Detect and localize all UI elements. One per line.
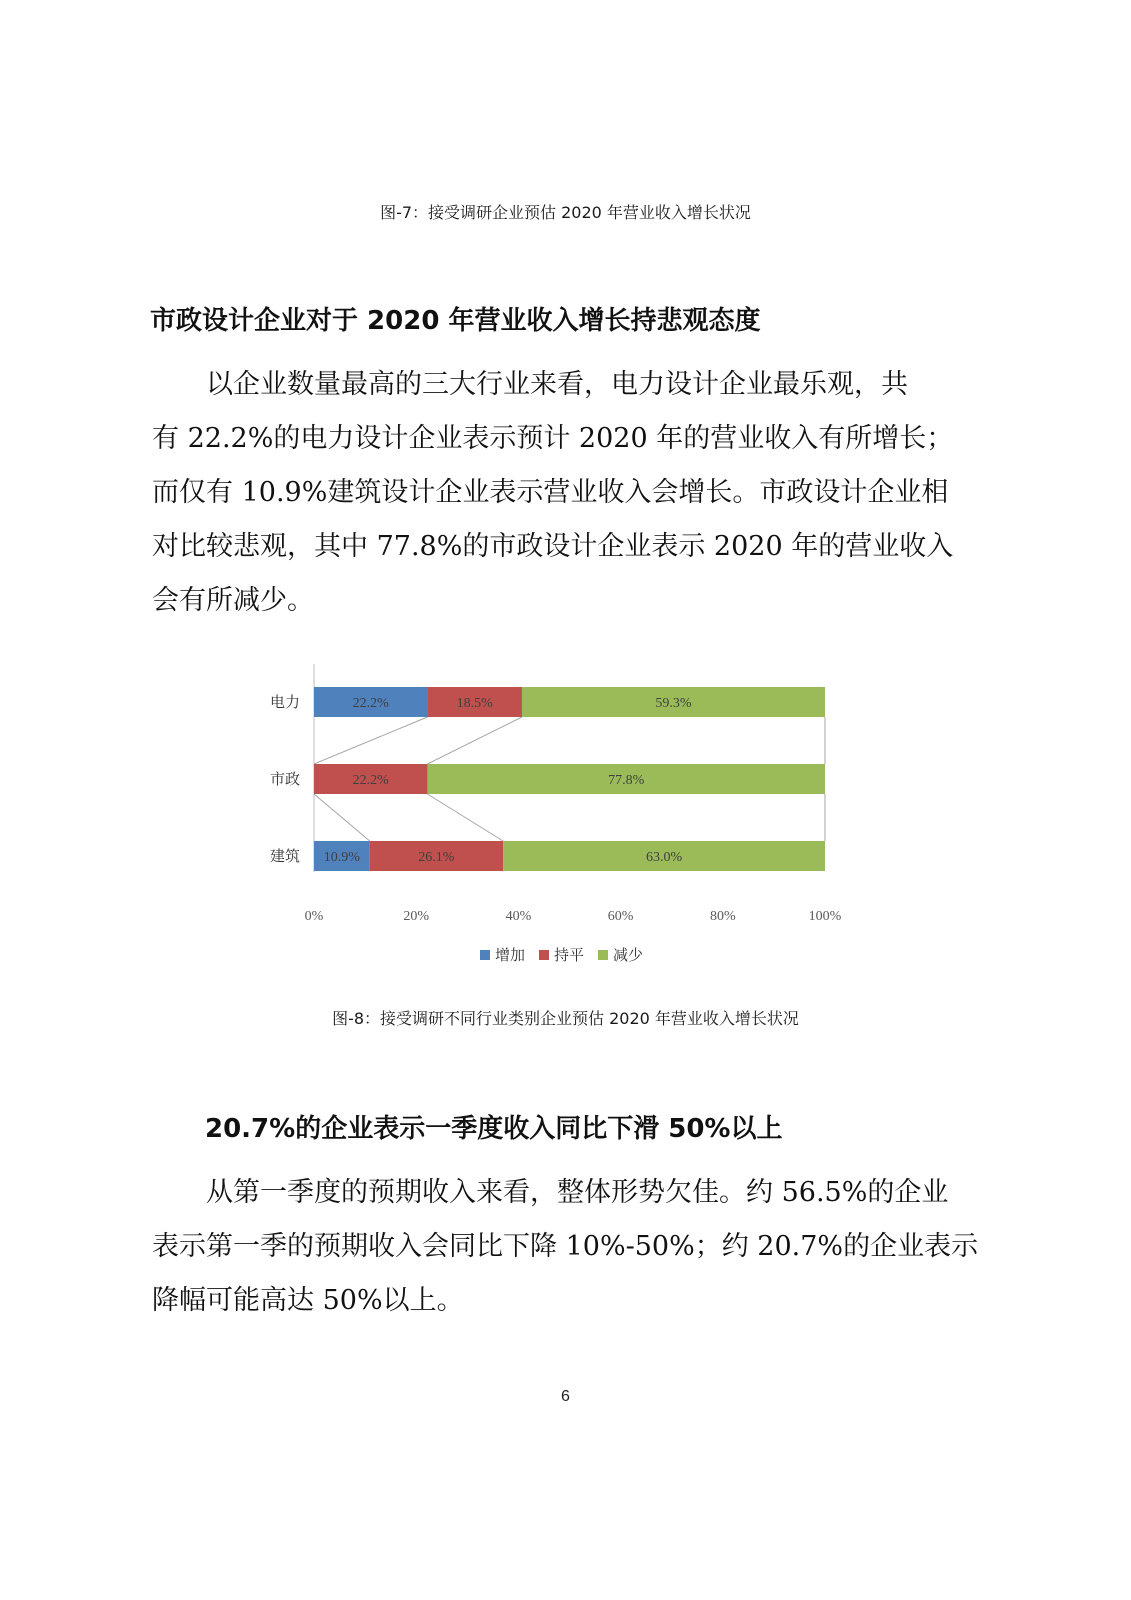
legend-swatch <box>539 950 549 960</box>
legend-item <box>539 944 584 965</box>
x-tick-label: 20% <box>403 909 430 924</box>
legend-item <box>598 944 643 965</box>
data-label: 77.8% <box>608 773 645 788</box>
legend-label: 持平 <box>554 946 585 964</box>
section-2-paragraph <box>152 1166 982 1328</box>
data-label: 63.0% <box>645 850 683 865</box>
legend-swatch <box>480 950 490 960</box>
stacked-bar-chart <box>0 650 1131 940</box>
series-connector-line <box>314 717 427 764</box>
data-label: 26.1% <box>418 850 455 865</box>
series-connector-line <box>314 794 370 841</box>
section-1-heading: 市政设计企业对于 2020 年营业收入增长持悲观态度 <box>150 306 761 336</box>
paragraph-line: 从第一季度的预期收入来看，整体形势欠佳。约 56.5%的企业 <box>206 1177 949 1208</box>
x-tick-label: 40% <box>505 909 532 924</box>
category-label: 电力 <box>269 693 300 711</box>
legend-label: 增加 <box>495 946 526 964</box>
category-label: 建筑 <box>269 847 300 865</box>
data-label: 10.9% <box>323 850 360 865</box>
legend-label: 减少 <box>613 946 644 964</box>
paragraph-line: 而仅有 10.9%建筑设计企业表示营业收入会增长。市政设计企业相 <box>152 477 949 508</box>
data-label: 18.5% <box>456 696 493 711</box>
series-connector-line <box>427 794 503 841</box>
page-number: 6 <box>561 1388 570 1405</box>
legend-item <box>480 944 525 965</box>
data-label: 59.3% <box>655 696 692 711</box>
data-label: 22.2% <box>352 773 389 788</box>
paragraph-line: 表示第一季的预期收入会同比下降 10%-50%；约 20.7%的企业表示 <box>152 1231 979 1262</box>
legend-swatch <box>598 950 608 960</box>
section-2-heading: 20.7%的企业表示一季度收入同比下滑 50%以上 <box>205 1114 783 1144</box>
chart-legend <box>480 944 643 965</box>
paragraph-line: 降幅可能高达 50%以上。 <box>152 1285 464 1316</box>
series-connector-line <box>427 717 522 764</box>
paragraph-line: 有 22.2%的电力设计企业表示预计 2020 年的营业收入有所增长； <box>152 423 954 454</box>
figure-8-caption: 图-8：接受调研不同行业类别企业预估 2020 年营业收入增长状况 <box>332 1009 799 1028</box>
figure-7-caption: 图-7：接受调研企业预估 2020 年营业收入增长状况 <box>380 203 751 222</box>
x-tick-label: 80% <box>709 909 736 924</box>
section-1-paragraph <box>152 358 982 628</box>
x-tick-label: 60% <box>607 909 634 924</box>
category-label: 市政 <box>269 770 300 788</box>
data-label: 22.2% <box>352 696 389 711</box>
paragraph-line: 以企业数量最高的三大行业来看，电力设计企业最乐观，共 <box>206 369 908 400</box>
x-tick-label: 100% <box>808 909 842 924</box>
paragraph-line: 会有所减少。 <box>152 585 314 616</box>
x-tick-label: 0% <box>304 909 324 924</box>
paragraph-line: 对比较悲观，其中 77.8%的市政设计企业表示 2020 年的营业收入 <box>152 531 954 562</box>
